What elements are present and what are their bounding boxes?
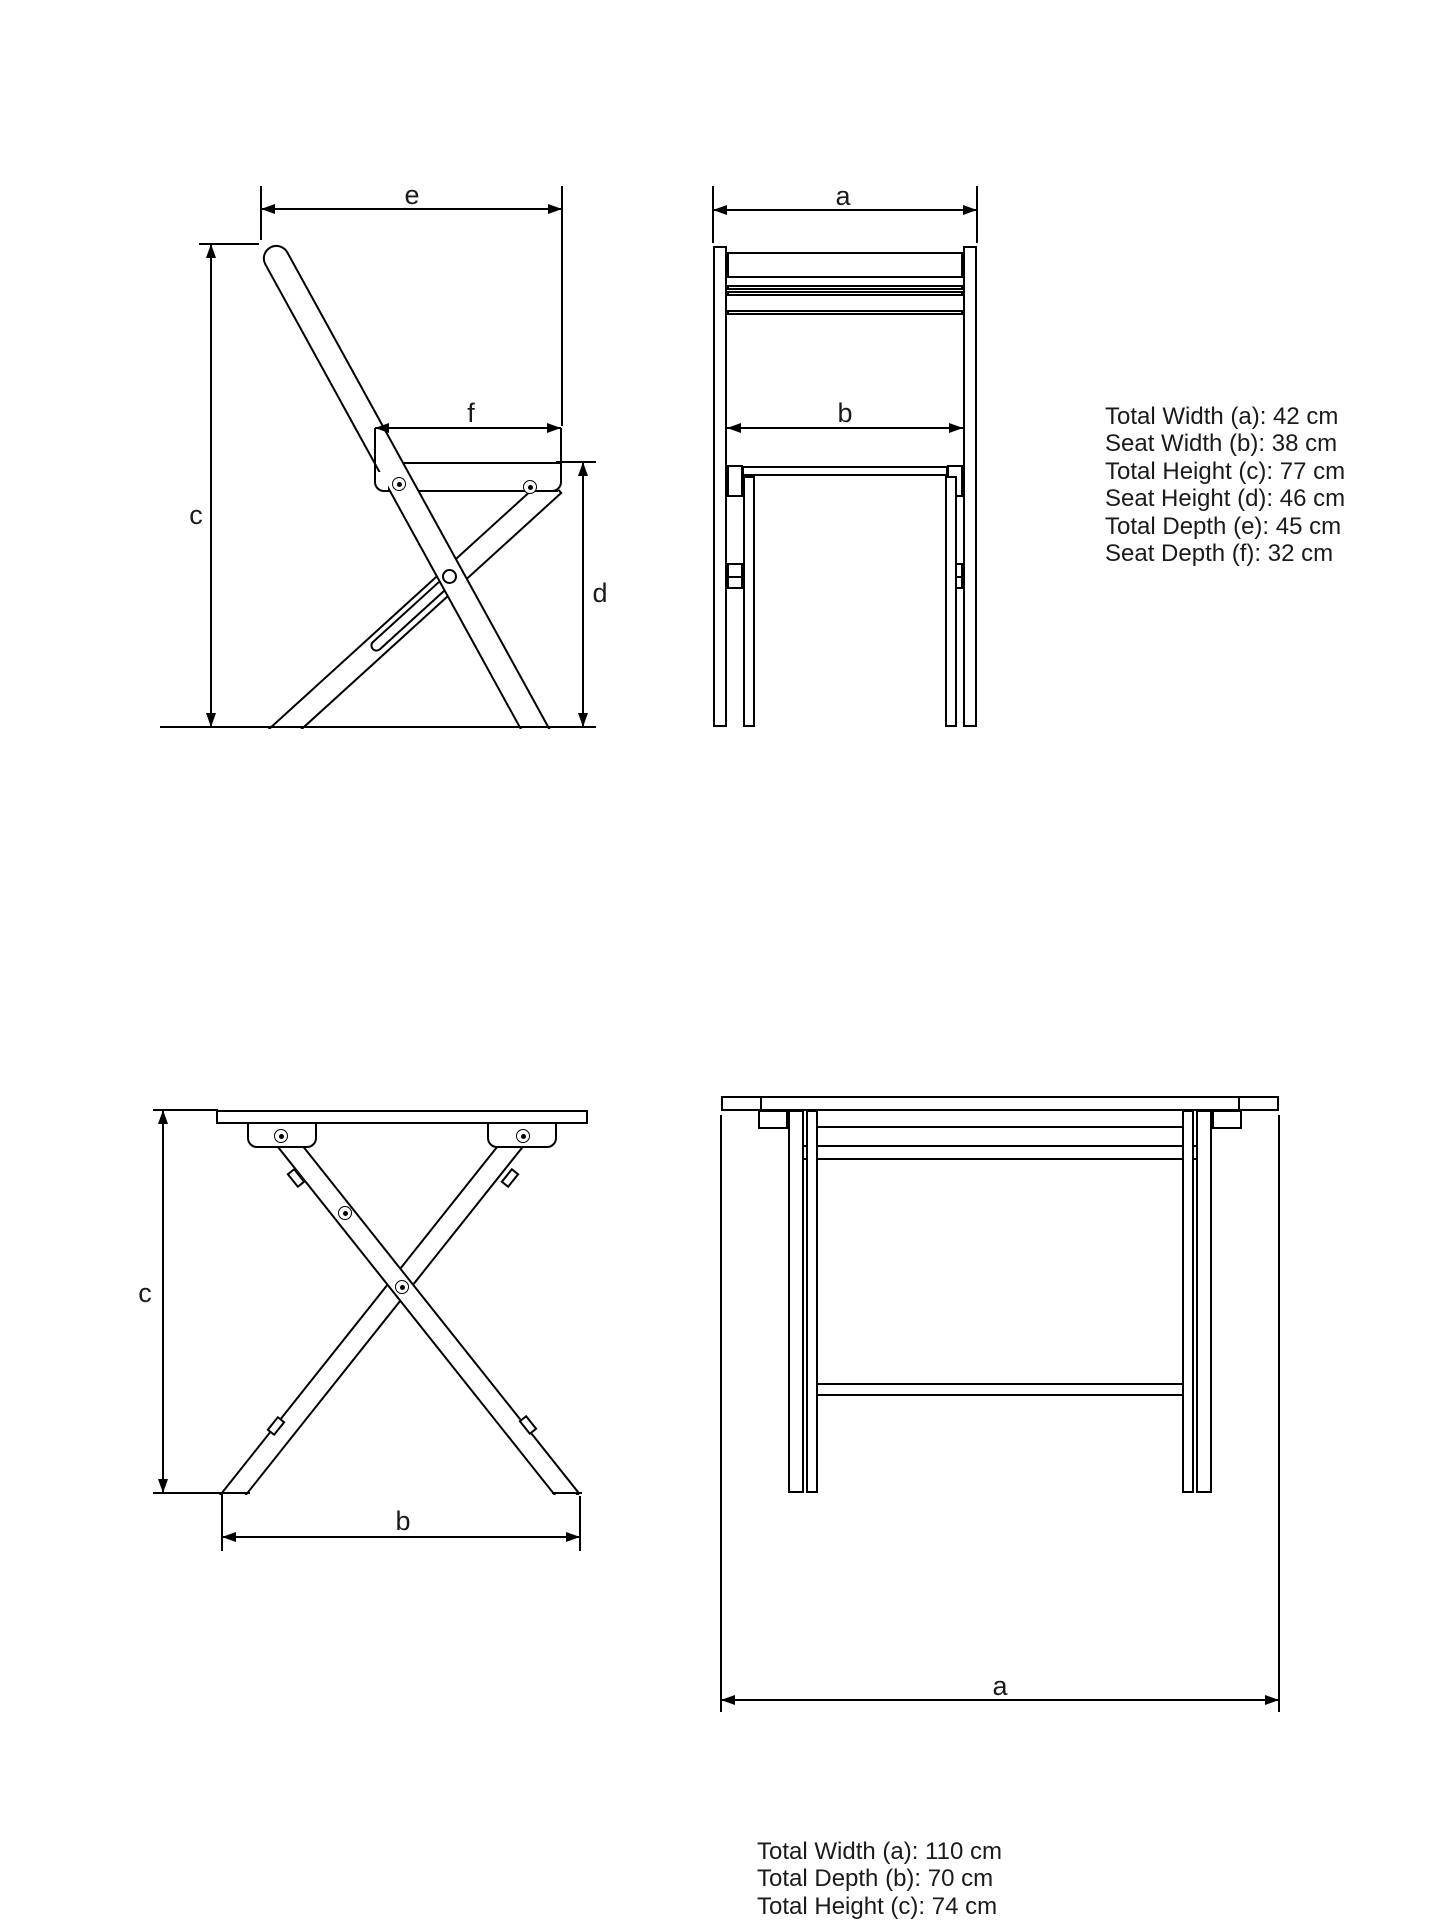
dim-label-b: b — [837, 398, 853, 428]
spec-line: Total Depth (e): 45 cm — [1105, 512, 1342, 540]
dim-label-e: e — [404, 180, 420, 210]
table-rear-leg — [806, 1110, 818, 1493]
extension-line-a-left — [720, 1115, 722, 1712]
table-stretcher — [806, 1383, 1194, 1396]
spec-line: Total Height (c): 74 cm — [757, 1892, 998, 1920]
table-top-joint — [760, 1096, 762, 1111]
spec-line: Total Width (a): 110 cm — [757, 1838, 1002, 1865]
table-apron — [806, 1126, 1194, 1147]
dim-label-b: b — [395, 1506, 411, 1536]
spec-line: Total Width (a): 42 cm — [1105, 403, 1339, 430]
table-rear-leg — [1182, 1110, 1194, 1493]
spec-line: Total Depth (b): 70 cm — [757, 1865, 994, 1893]
dim-label-a: a — [835, 181, 851, 211]
top-cleat — [1212, 1110, 1242, 1129]
dim-label-d: d — [592, 578, 608, 608]
table-front-leg — [1196, 1110, 1212, 1493]
spec-line: Total Height (c): 77 cm — [1105, 457, 1346, 485]
extension-line-a-right — [1278, 1115, 1280, 1712]
dim-label-c: c — [138, 1278, 152, 1308]
dim-label-c: c — [189, 500, 203, 530]
table-top-joint — [1238, 1096, 1240, 1111]
top-cleat — [758, 1110, 788, 1129]
dim-arrow — [1265, 1695, 1279, 1705]
table-top-front — [721, 1096, 1279, 1111]
spec-line: Seat Depth (f): 32 cm — [1105, 540, 1334, 568]
dim-label-f: f — [467, 398, 475, 428]
dim-arrow — [721, 1695, 735, 1705]
spec-line: Seat Width (b): 38 cm — [1105, 430, 1338, 458]
table-spec-list — [757, 1838, 1002, 1920]
spec-line: Seat Height (d): 46 cm — [1105, 485, 1346, 513]
table-front-leg — [788, 1110, 804, 1493]
table-apron-rail — [790, 1145, 1210, 1160]
dim-label-a: a — [992, 1671, 1008, 1701]
